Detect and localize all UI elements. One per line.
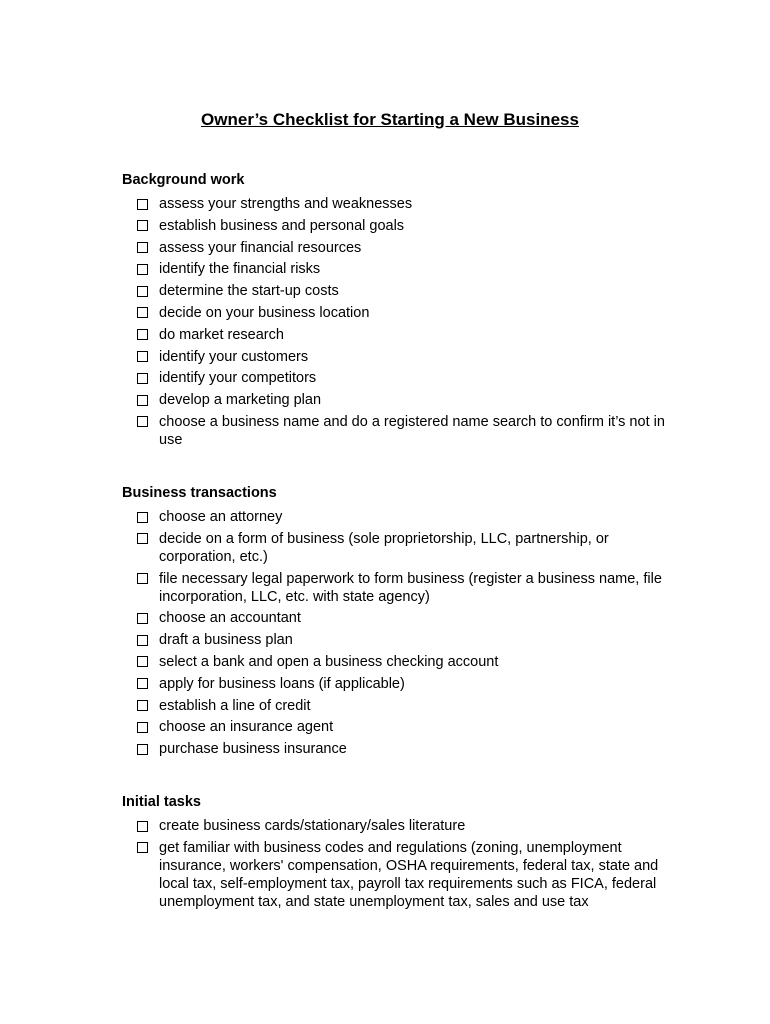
checklist-item-text: identify your customers xyxy=(159,348,309,365)
checkbox-icon[interactable] xyxy=(137,220,148,231)
checklist-item-text: file necessary legal paperwork to form business (register a business name, file incorporation, LLC, etc. with state agency) xyxy=(159,570,662,605)
checklist-item xyxy=(122,217,682,235)
checkbox-icon[interactable] xyxy=(137,700,148,711)
checkbox-icon[interactable] xyxy=(137,373,148,384)
checklist-item-text: choose an attorney xyxy=(159,509,283,525)
section-heading: Initial tasks xyxy=(122,794,201,810)
checklist-item xyxy=(122,839,682,911)
checklist-item-text: decide on your business location xyxy=(159,304,370,321)
checklist xyxy=(122,195,682,449)
checklist-item-text: choose a business name and do a registered name search to confirm it’s not in use xyxy=(159,413,665,448)
checklist-item-text: apply for business loans (if applicable) xyxy=(159,675,405,692)
checklist-item xyxy=(122,369,682,387)
checklist-item xyxy=(122,631,682,649)
checkbox-icon[interactable] xyxy=(137,744,148,755)
checklist-item xyxy=(122,675,682,693)
checkbox-icon[interactable] xyxy=(137,573,148,584)
checklist-item-text: determine the start-up costs xyxy=(159,283,339,300)
checkbox-icon[interactable] xyxy=(137,821,148,832)
checkbox-icon[interactable] xyxy=(137,264,148,275)
section-heading: Background work xyxy=(122,172,245,188)
checklist-item xyxy=(122,413,682,449)
checklist xyxy=(122,817,682,911)
checklist-item xyxy=(122,260,682,278)
checkbox-icon[interactable] xyxy=(137,512,148,523)
checklist-item xyxy=(122,653,682,671)
checklist-item xyxy=(122,282,682,300)
checklist-item xyxy=(122,530,682,566)
checkbox-icon[interactable] xyxy=(137,416,148,427)
checklist-item-text: do market research xyxy=(159,326,284,343)
checkbox-icon[interactable] xyxy=(137,242,148,253)
checklist-item-text: choose an accountant xyxy=(159,610,301,627)
checklist-item-text: assess your financial resources xyxy=(159,239,362,256)
checklist-item xyxy=(122,570,682,606)
checklist-item-text: create business cards/stationary/sales literature xyxy=(159,818,466,834)
checklist-item-text: establish business and personal goals xyxy=(159,217,405,234)
checkbox-icon[interactable] xyxy=(137,351,148,362)
checklist-item-text: get familiar with business codes and regulations (zoning, unemployment insurance, workers' compensation, OSHA requirements, federal tax, state and local tax, self-employment tax, payroll tax requirements such as FICA, federal unemployment tax, and state unemployment tax, sales and use tax xyxy=(159,839,659,910)
checklist-item-text: draft a business plan xyxy=(159,632,293,649)
checklist-item xyxy=(122,718,682,736)
checklist-item xyxy=(122,609,682,627)
checklist-item-text: purchase business insurance xyxy=(159,741,347,758)
checklist-item-text: identify your competitors xyxy=(159,370,317,387)
checkbox-icon[interactable] xyxy=(137,635,148,646)
section-heading: Business transactions xyxy=(122,485,277,501)
checkbox-icon[interactable] xyxy=(137,656,148,667)
checkbox-icon[interactable] xyxy=(137,329,148,340)
checklist-item-text: identify the financial risks xyxy=(159,261,321,278)
checkbox-icon[interactable] xyxy=(137,842,148,853)
checkbox-icon[interactable] xyxy=(137,307,148,318)
checklist-item xyxy=(122,740,682,758)
checklist-item xyxy=(122,326,682,344)
checklist-item xyxy=(122,391,682,409)
checkbox-icon[interactable] xyxy=(137,199,148,210)
checklist-item-text: establish a line of credit xyxy=(159,697,311,714)
checklist-item xyxy=(122,508,682,526)
section-business-transactions xyxy=(122,484,682,762)
section-initial-tasks xyxy=(122,793,682,915)
checklist-item-text: decide on a form of business (sole proprietorship, LLC, partnership, or corporation, etc.) xyxy=(159,530,609,565)
checklist-item-text: select a bank and open a business checking account xyxy=(159,653,499,670)
checklist-item xyxy=(122,304,682,322)
checkbox-icon[interactable] xyxy=(137,678,148,689)
checkbox-icon[interactable] xyxy=(137,395,148,406)
checklist-item-text: develop a marketing plan xyxy=(159,392,322,409)
checklist-item xyxy=(122,348,682,366)
checklist-item-text: assess your strengths and weaknesses xyxy=(159,196,413,212)
checklist-item xyxy=(122,697,682,715)
checklist xyxy=(122,508,682,758)
checkbox-icon[interactable] xyxy=(137,613,148,624)
checklist-item-text: choose an insurance agent xyxy=(159,719,334,736)
checkbox-icon[interactable] xyxy=(137,533,148,544)
section-background-work xyxy=(122,171,682,453)
checkbox-icon[interactable] xyxy=(137,286,148,297)
checklist-item xyxy=(122,817,682,835)
checklist-item xyxy=(122,195,682,213)
checkbox-icon[interactable] xyxy=(137,722,148,733)
checklist-item xyxy=(122,239,682,257)
page-title: Owner’s Checklist for Starting a New Business xyxy=(201,110,579,129)
